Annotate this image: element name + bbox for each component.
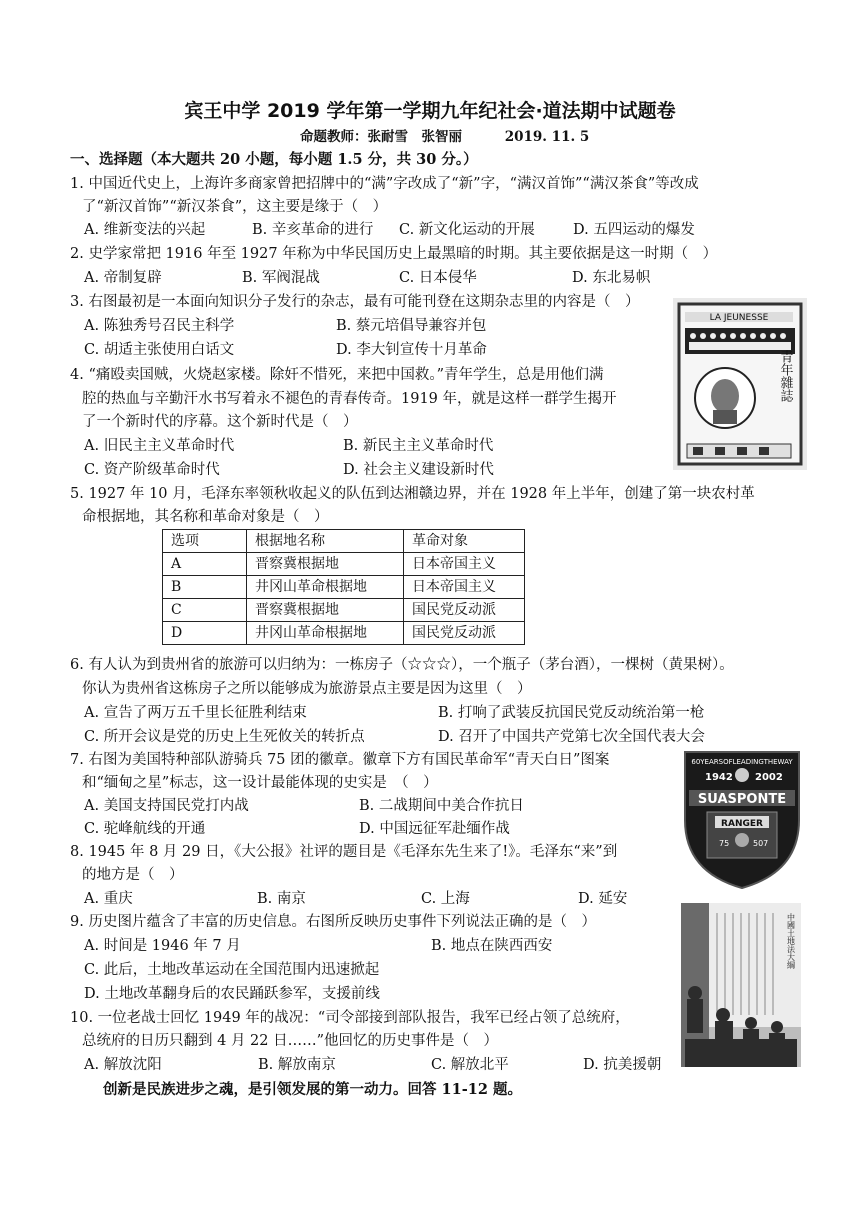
badge-scroll: RANGER: [721, 819, 763, 829]
q7-stem-cont: 和“缅甸之星”标志，这一设计最能体现的史实是 （ ）: [82, 775, 438, 791]
q6-option-b: B. 打响了武装反抗国民党反动统治第一枪: [438, 705, 705, 721]
q1-option-b: B. 辛亥革命的进行: [252, 222, 374, 238]
q4-option-a: A. 旧民主主义革命时代: [84, 438, 235, 454]
q10-option-c: C. 解放北平: [431, 1057, 509, 1073]
q10-option-b: B. 解放南京: [258, 1057, 336, 1073]
q3-option-a: A. 陈独秀号召民主科学: [84, 318, 235, 334]
badge-number-75: 75: [719, 839, 730, 848]
q8-stem-cont: 的地方是（ ）: [82, 867, 184, 883]
q10-stem: 10. 一位老战士回忆 1949 年的战况：“司令部接到部队报告，我军已经占领了总统府，: [70, 1010, 630, 1026]
badge-top-text: 60YEARSOFLEADINGTHEWAY: [691, 758, 793, 766]
magazine-masthead: LA JEUNESSE: [709, 313, 769, 323]
q2-option-a: A. 帝制复辟: [84, 270, 162, 286]
land-law-photo: [681, 903, 801, 1067]
q7-stem: 7. 右图为美国特种部队游骑兵 75 团的徽章。徽章下方有国民革命军“青天白日”图案: [70, 752, 610, 768]
q1-stem-cont: 了“新汉首饰”“新汉茶食”，这主要是缘于（ ）: [82, 199, 388, 215]
q10-stem-cont: 总统府的日历只翻到 4 月 22 日……”他回忆的历史事件是（ ）: [82, 1033, 499, 1049]
q5-stem: 5. 1927 年 10 月，毛泽东率领秋收起义的队伍到达湘赣边界，并在 1928 年上半年，创建了第一块农村革: [70, 486, 755, 502]
table-cell: A: [163, 553, 247, 576]
q9-option-d: D. 土地改革翻身后的农民踊跃参军，支援前线: [84, 986, 380, 1002]
q8-stem: 8. 1945 年 8 月 29 日，《大公报》社评的题目是《毛泽东先生来了!》。毛泽东“来”到: [70, 844, 618, 860]
exam-date: 2019. 11. 5: [504, 129, 590, 145]
exam-title: 宾王中学 2019 学年第一学期九年纪社会·道法期中试题卷: [184, 100, 676, 122]
magazine-cover-image: [673, 298, 807, 470]
ranger-badge-image: [683, 750, 801, 890]
q7-option-d: D. 中国远征军赴缅作战: [359, 821, 510, 837]
q3-stem: 3. 右图最初是一本面向知识分子发行的杂志，最有可能刊登在这期杂志里的内容是（ ）: [70, 294, 640, 310]
q3-option-c: C. 胡适主张使用白话文: [84, 342, 235, 358]
table-cell: 井冈山革命根据地: [247, 622, 404, 645]
q1-option-c: C. 新文化运动的开展: [399, 222, 535, 238]
q6-option-c: C. 所开会议是党的历史上生死攸关的转折点: [84, 729, 365, 745]
table-cell: 国民党反动派: [404, 622, 525, 645]
q1-option-d: D. 五四运动的爆发: [573, 222, 695, 238]
q11-12-stem: 创新是民族进步之魂，是引领发展的第一动力。回答 11-12 题。: [103, 1081, 522, 1098]
table-cell: 晋察冀根据地: [247, 553, 404, 576]
table-cell: 选项: [163, 530, 247, 553]
q7-option-b: B. 二战期间中美合作抗日: [359, 798, 524, 814]
q2-option-d: D. 东北易帜: [572, 270, 651, 286]
table-row: [163, 576, 525, 599]
teacher-line: [300, 125, 589, 145]
table-cell: C: [163, 599, 247, 622]
magazine-vertical-title: 青年雜誌: [777, 350, 793, 402]
q8-option-d: D. 延安: [578, 891, 628, 907]
q2-option-b: B. 军阀混战: [242, 270, 320, 286]
section-heading: 一、选择题（本大题共 20 小题，每小题 1.5 分，共 30 分。）: [70, 151, 478, 168]
q4-stem-cont2: 了一个新时代的序幕。这个新时代是（ ）: [82, 414, 358, 430]
q6-option-d: D. 召开了中国共产党第七次全国代表大会: [438, 729, 705, 745]
q8-option-a: A. 重庆: [84, 891, 133, 907]
teacher-names: 命题教师：张耐雪 张智丽: [300, 129, 462, 145]
q5-options-table: [162, 529, 525, 645]
table-cell: D: [163, 622, 247, 645]
table-cell: B: [163, 576, 247, 599]
q7-option-c: C. 驼峰航线的开通: [84, 821, 206, 837]
q6-option-a: A. 宣告了两万五千里长征胜利结束: [84, 705, 307, 721]
q4-option-c: C. 资产阶级革命时代: [84, 462, 220, 478]
q2-option-c: C. 日本侵华: [399, 270, 477, 286]
table-cell: 根据地名称: [247, 530, 404, 553]
badge-number-507: 507: [753, 839, 769, 848]
photo-sign-text: 中國土地法大綱: [786, 913, 796, 969]
q4-option-b: B. 新民主主义革命时代: [343, 438, 494, 454]
q5-stem-cont: 命根据地，其名称和革命对象是（ ）: [82, 509, 329, 525]
q8-option-c: C. 上海: [421, 891, 470, 907]
q6-stem-cont: 你认为贵州省这栋房子之所以能够成为旅游景点主要是因为这里（ ）: [82, 681, 532, 697]
q7-option-a: A. 美国支持国民党打内战: [84, 798, 249, 814]
table-cell: 日本帝国主义: [404, 553, 525, 576]
q10-option-a: A. 解放沈阳: [84, 1057, 162, 1073]
q1-option-a: A. 维新变法的兴起: [84, 222, 206, 238]
q2-stem: 2. 史学家常把 1916 年至 1927 年称为中华民国历史上最黑暗的时期。其主要依据是这一时期（ ）: [70, 246, 718, 262]
table-row: [163, 530, 525, 553]
q4-stem-cont: 腔的热血与辛勤汗水书写着永不褪色的青春传奇。1919 年，就是这样一群学生揭开: [82, 391, 617, 407]
q3-option-b: B. 蔡元培倡导兼容并包: [336, 318, 487, 334]
table-row: [163, 599, 525, 622]
q9-option-a: A. 时间是 1946 年 7 月: [84, 938, 241, 954]
q8-option-b: B. 南京: [257, 891, 306, 907]
q9-option-c: C. 此后，土地改革运动在全国范围内迅速掀起: [84, 962, 380, 978]
q9-stem: 9. 历史图片蕴含了丰富的历史信息。右图所反映历史事件下列说法正确的是（ ）: [70, 914, 596, 930]
q4-stem: 4. “痛殴卖国贼，火烧赵家楼。除奸不惜死，来把中国救。”青年学生，总是用他们满: [70, 367, 604, 383]
table-cell: 日本帝国主义: [404, 576, 525, 599]
q9-option-b: B. 地点在陕西西安: [431, 938, 553, 954]
table-cell: 革命对象: [404, 530, 525, 553]
badge-motto: SUASPONTE: [697, 792, 787, 807]
q4-option-d: D. 社会主义建设新时代: [343, 462, 494, 478]
q10-option-d: D. 抗美援朝: [583, 1057, 662, 1073]
q3-option-d: D. 李大钊宣传十月革命: [336, 342, 487, 358]
badge-year-start: 1942: [705, 772, 733, 783]
table-cell: 井冈山革命根据地: [247, 576, 404, 599]
table-cell: 国民党反动派: [404, 599, 525, 622]
q1-stem: 1. 中国近代史上，上海许多商家曾把招牌中的“满”字改成了“新”字，“满汉首饰”“满汉茶食”等改成: [70, 176, 699, 192]
table-row: [163, 553, 525, 576]
q6-stem: 6. 有人认为到贵州省的旅游可以归纳为：一栋房子（☆☆☆），一个瓶子（茅台酒），一棵树（黄果树）。: [70, 657, 734, 673]
table-cell: 晋察冀根据地: [247, 599, 404, 622]
table-row: [163, 622, 525, 645]
badge-year-end: 2002: [755, 772, 783, 783]
